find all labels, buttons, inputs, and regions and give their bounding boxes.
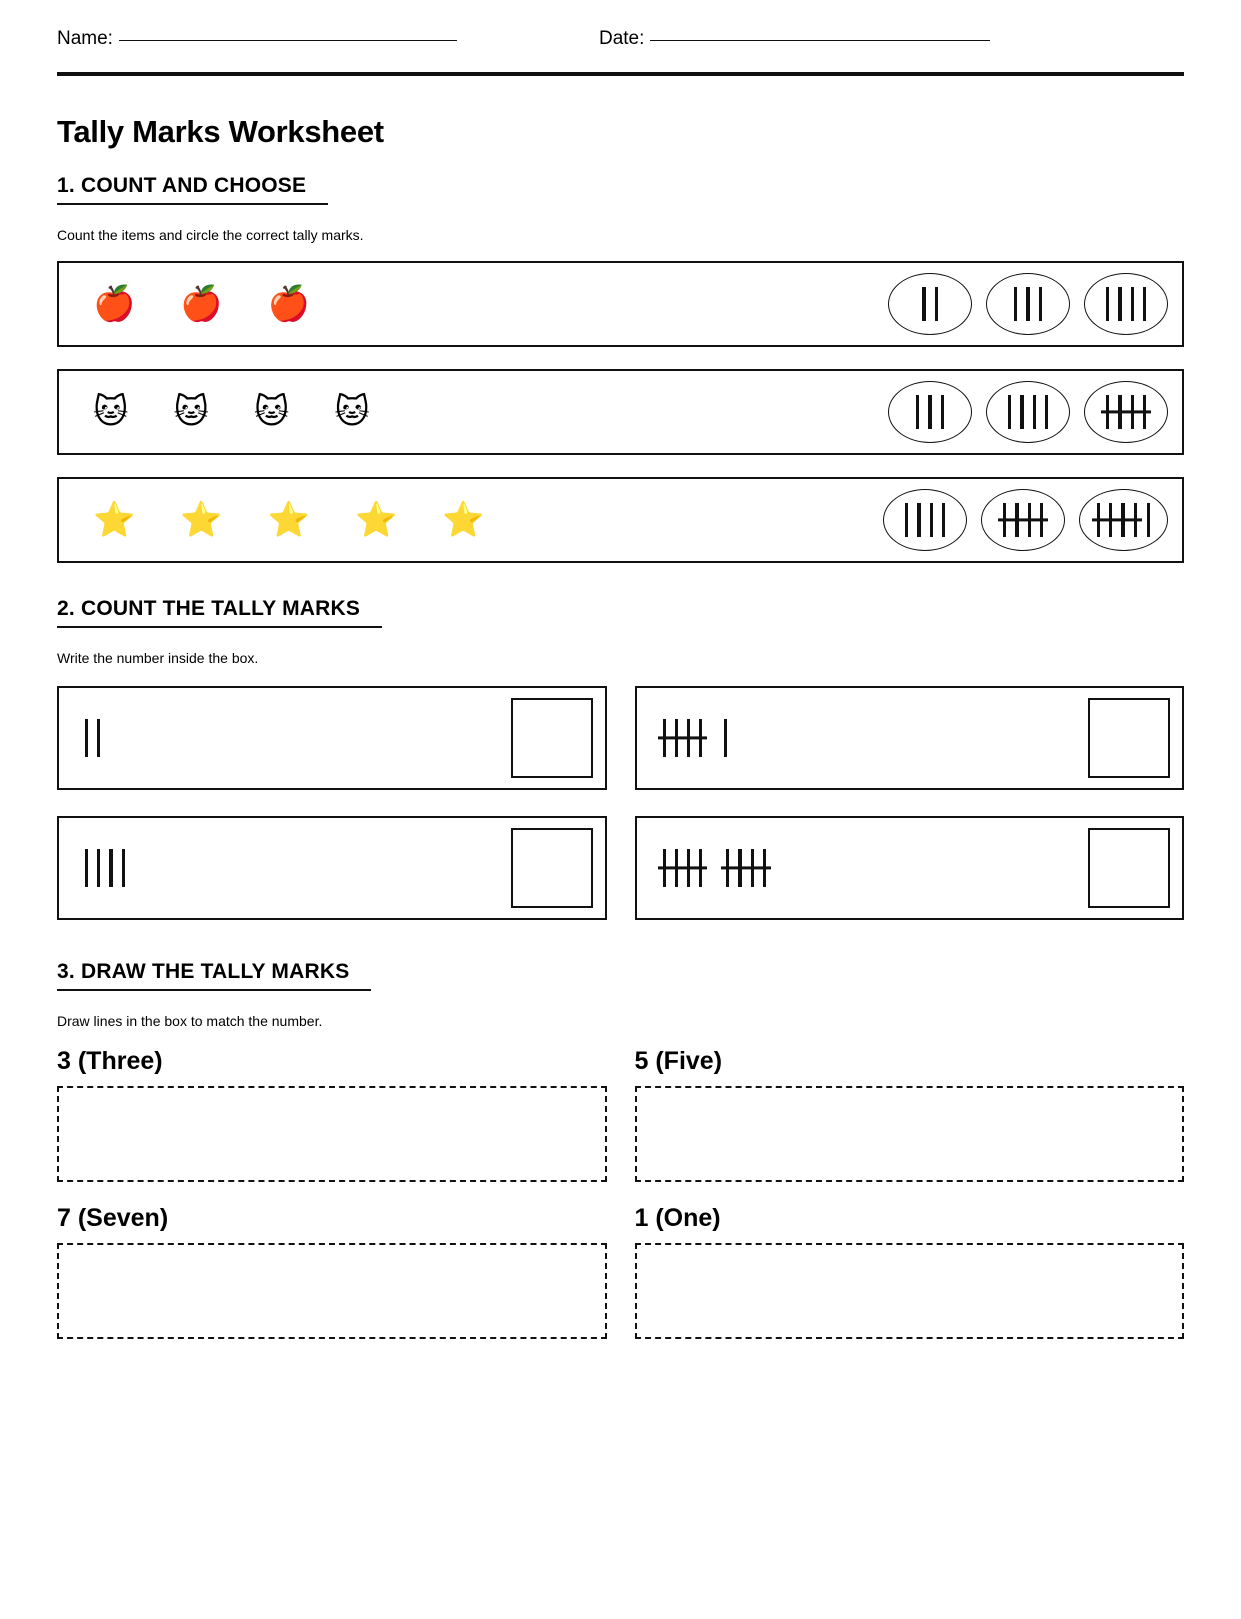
tally-glyph — [1014, 287, 1042, 321]
draw-area[interactable] — [57, 1243, 607, 1339]
name-write-line[interactable] — [119, 40, 457, 41]
draw-item-label: 5 (Five) — [634, 1047, 723, 1075]
tally-option[interactable] — [888, 273, 972, 335]
tally-option[interactable] — [1084, 273, 1168, 335]
name-date-row — [57, 0, 1184, 50]
tally-glyph — [1097, 503, 1150, 537]
tally-glyph — [916, 395, 944, 429]
tally-options — [883, 489, 1168, 551]
section-3-instruction: Draw lines in the box to match the number. — [57, 1013, 323, 1029]
star-icon: ⭐ — [442, 500, 485, 540]
item-group-apples — [93, 284, 311, 324]
draw-item — [635, 1204, 1185, 1339]
name-label: Name: — [57, 28, 113, 49]
draw-item — [635, 1047, 1185, 1182]
count-item — [57, 686, 607, 790]
count-item — [635, 686, 1185, 790]
tally-glyph — [1106, 287, 1146, 321]
section-1-instruction: Count the items and circle the correct tally marks. — [57, 227, 364, 243]
answer-input-box[interactable] — [1088, 828, 1170, 908]
star-icon: ⭐ — [355, 500, 398, 540]
section-2-heading: 2. COUNT THE TALLY MARKS — [57, 597, 382, 628]
tally-glyph — [922, 287, 937, 321]
tally-option[interactable] — [1079, 489, 1168, 551]
tally-glyph — [1106, 395, 1146, 429]
draw-item — [57, 1204, 607, 1339]
apple-icon: 🍎 — [180, 284, 223, 324]
tally-option[interactable] — [888, 381, 972, 443]
cat-face-icon: 🐱 — [93, 392, 129, 432]
section-count-the-tally-marks — [57, 597, 1184, 920]
tally-glyph — [663, 849, 767, 887]
apple-icon: 🍎 — [267, 284, 311, 324]
draw-item — [57, 1047, 607, 1182]
tally-options — [888, 381, 1168, 443]
cat-face-icon: 🐱 — [173, 392, 209, 432]
section-count-and-choose — [57, 150, 1184, 563]
count-items-grid — [57, 686, 1184, 920]
section-1-heading: 1. COUNT AND CHOOSE — [57, 174, 328, 205]
tally-glyph — [1003, 503, 1043, 537]
cat-face-icon: 🐱 — [253, 392, 290, 432]
tally-option[interactable] — [981, 489, 1065, 551]
section-3-heading: 3. DRAW THE TALLY MARKS — [57, 960, 371, 991]
tally-glyph — [85, 849, 125, 887]
tally-option[interactable] — [1084, 381, 1168, 443]
date-field[interactable] — [599, 28, 990, 50]
star-icon: ⭐ — [180, 500, 223, 540]
draw-item-label: 1 (One) — [634, 1204, 721, 1232]
count-item — [57, 816, 607, 920]
tally-option[interactable] — [986, 381, 1070, 443]
answer-input-box[interactable] — [1088, 698, 1170, 778]
cat-face-icon: 🐱 — [334, 392, 370, 432]
tally-glyph — [1008, 395, 1048, 429]
name-field[interactable] — [57, 28, 457, 50]
answer-input-box[interactable] — [511, 698, 593, 778]
count-item — [635, 816, 1185, 920]
tally-option[interactable] — [986, 273, 1070, 335]
header-divider — [57, 72, 1184, 76]
draw-item-label: 7 (Seven) — [57, 1204, 169, 1232]
apple-icon: 🍎 — [93, 284, 136, 324]
item-group-stars — [93, 500, 485, 540]
date-write-line[interactable] — [650, 40, 990, 41]
date-label: Date: — [598, 28, 645, 49]
question-row — [57, 369, 1184, 455]
section-2-instruction: Write the number inside the box. — [57, 650, 259, 666]
star-icon: ⭐ — [267, 500, 311, 540]
tally-option[interactable] — [883, 489, 967, 551]
question-row — [57, 261, 1184, 347]
draw-area[interactable] — [635, 1243, 1185, 1339]
tally-glyph — [663, 719, 728, 757]
section-draw-the-tally-marks — [57, 960, 1184, 1339]
count-and-choose-rows — [57, 261, 1184, 563]
tally-glyph — [905, 503, 945, 537]
tally-glyph — [85, 719, 100, 757]
question-row — [57, 477, 1184, 563]
star-icon: ⭐ — [93, 500, 136, 540]
page-title: Tally Marks Worksheet — [57, 114, 384, 149]
answer-input-box[interactable] — [511, 828, 593, 908]
draw-area[interactable] — [57, 1086, 607, 1182]
draw-items-grid — [57, 1047, 1184, 1339]
item-group-cats — [93, 392, 370, 432]
draw-area[interactable] — [635, 1086, 1185, 1182]
tally-options — [888, 273, 1168, 335]
draw-item-label: 3 (Three) — [57, 1047, 163, 1075]
